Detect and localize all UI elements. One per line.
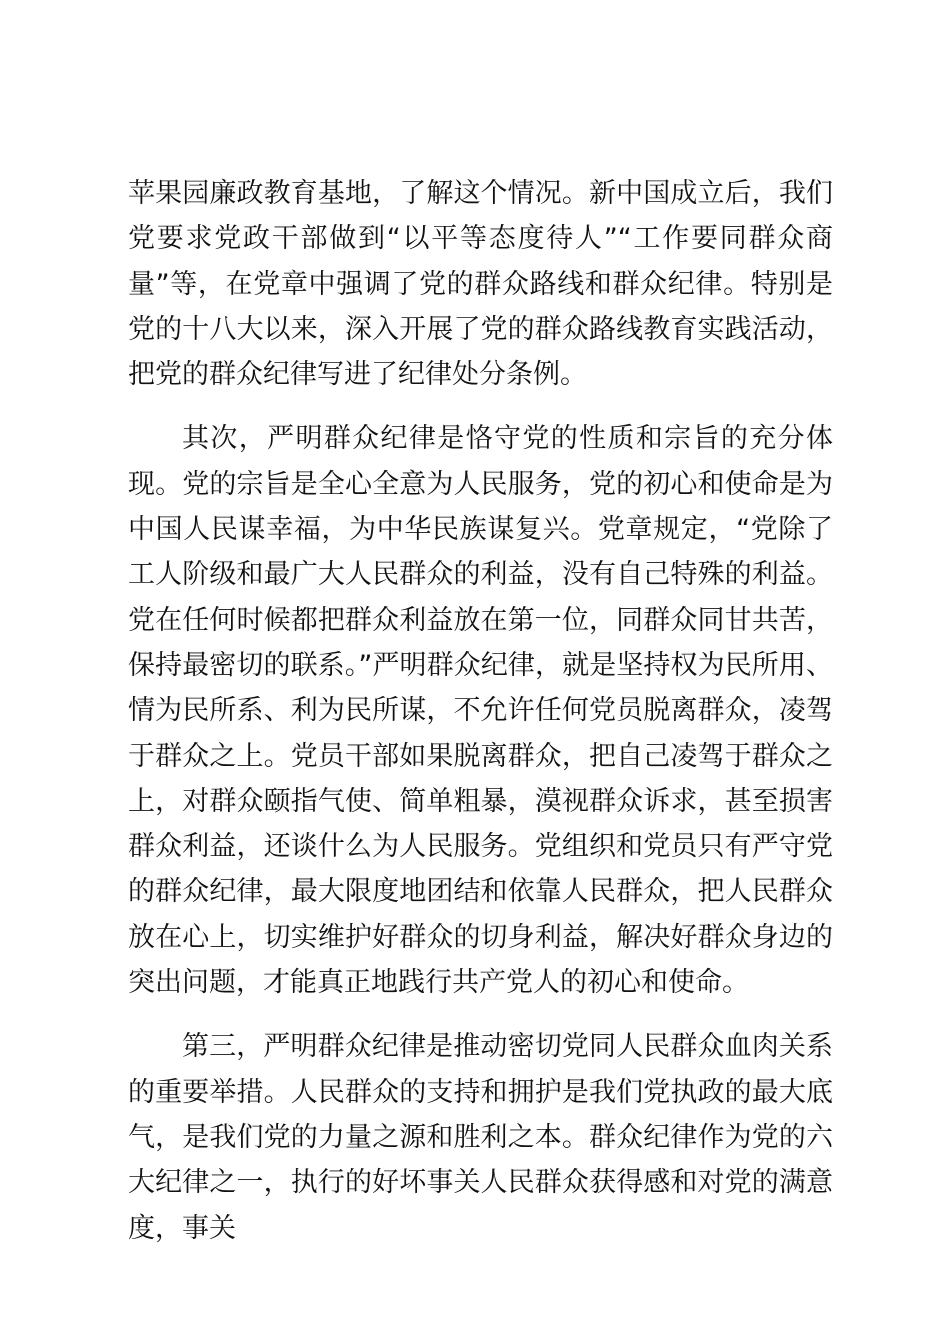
paragraph-continuation: 苹果园廉政教育基地，了解这个情况。新中国成立后，我们党要求党政干部做到“以平等态度待人”“工作要同群众商量”等，在党章中强调了党的群众路线和群众纪律。特别是党的十八大以来，深入开展了党的群众路线教育实践活动，把党的群众纪律写进了纪律处分条例。 — [128, 178, 833, 391]
paragraph-second-point: 其次，严明群众纪律是恪守党的性质和宗旨的充分体现。党的宗旨是全心全意为人民服务，党的初心和使命是为中国人民谋幸福，为中华民族谋复兴。党章规定，“党除了工人阶级和最广大人民群众的利益，没有自己特殊的利益。党在任何时候都把群众利益放在第一位，同群众同甘共苦，保持最密切的联系。”严明群众纪律，就是坚持权为民所用、情为民所系、利为民所谋，不允许任何党员脱离群众，凌驾于群众之上。党员干部如果脱离群众，把自己凌驾于群众之上，对群众颐指气使、简单粗暴，漠视群众诉求，甚至损害群众利益，还谈什么为人民服务。党组织和党员只有严守党的群众纪律，最大限度地团结和依靠人民群众，把人民群众放在心上，切实维护好群众的切身利益，解决好群众身边的突出问题，才能真正地践行共产党人的初心和使命。 — [128, 423, 833, 999]
document-body — [128, 171, 833, 1270]
paragraph-third-point: 第三，严明群众纪律是推动密切党同人民群众血肉关系的重要举措。人民群众的支持和拥护是我们党执政的最大底气，是我们党的力量之源和胜利之本。群众纪律作为党的六大纪律之一，执行的好坏事关人民群众获得感和对党的满意度，事关 — [128, 1031, 833, 1244]
